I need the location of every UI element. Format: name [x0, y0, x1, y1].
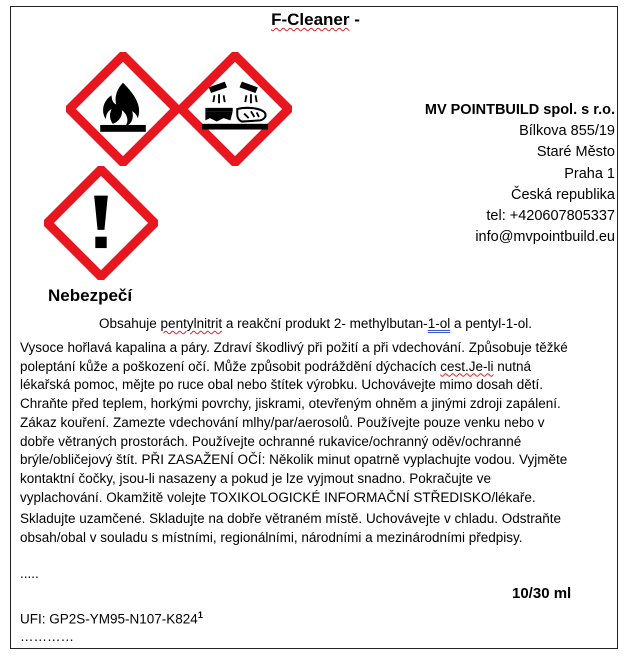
- composition-substance-1: pentylnitrit: [160, 316, 223, 331]
- composition-suffix: a pentyl-1-ol.: [450, 316, 532, 331]
- hazard-line: vyplachování. Okamžitě volejte TOXIKOLOGICKÉ INFORMAČNÍ STŘEDISKO/lékaře.: [20, 489, 536, 505]
- storage-paragraph: [20, 510, 616, 547]
- company-address: [425, 100, 615, 248]
- hazard-paragraph: [20, 339, 616, 507]
- company-country: Česká republika: [511, 186, 615, 203]
- company-phone: tel: +420607805337: [486, 208, 615, 225]
- hazard-text: [20, 339, 616, 548]
- corrosion-icon: [178, 52, 292, 166]
- company-street: Bílkova 855/19: [519, 123, 615, 140]
- hazard-line: Zákaz kouření. Zamezte vdechování mlhy/par/aerosolů. Používejte pouze venku nebo v: [20, 414, 545, 430]
- hazard-line: lékařská pomoc, mějte po ruce obal nebo štítek výrobku. Uchovávejte mimo dosah dětí.: [20, 377, 544, 393]
- hazard-line: dobře větraných prostorách. Používejte ochranné rukavice/ochranný oděv/ochranné: [20, 433, 522, 449]
- hazard-line: kontaktní čočky, jsou-li nasazeny a pokud je lze vyjmout snadno. Pokračujte ve: [20, 470, 491, 486]
- hazard-marked-word: cest.Je-li: [440, 358, 494, 374]
- flame-icon: [66, 52, 180, 166]
- company-city: Praha 1: [564, 165, 615, 182]
- placeholder-dots: .....: [20, 566, 39, 581]
- company-district: Staré Město: [536, 144, 615, 161]
- composition-middle: a reakční produkt 2- methylbutan-: [222, 316, 428, 331]
- ufi-footnote: 1: [197, 610, 203, 620]
- storage-line: Skladujte uzamčené. Skladujte na dobře větraném místě. Uchovávejte v chladu. Odstraňte: [20, 511, 562, 527]
- signal-word: Nebezpečí: [48, 286, 133, 305]
- hazard-line: Chraňte před teplem, horkými povrchy, jiskrami, otevřeným ohněm a jinými zdroji zapálení.: [20, 396, 561, 412]
- product-title-dash: -: [349, 10, 360, 29]
- exclamation-mark-icon: [44, 166, 158, 280]
- hazard-line: brýle/obličejový štít. PŘI ZASAŽENÍ OČÍ: Několik minut opatrně vyplachujte vodou. Vyjměte: [20, 452, 568, 468]
- ufi-text: UFI: GP2S-YM95-N107-K824: [20, 611, 198, 627]
- placeholder-dots-long: …………: [20, 629, 74, 644]
- company-email: info@mvpointbuild.eu: [475, 229, 615, 246]
- hazard-line-tail: nutná: [493, 358, 532, 374]
- volume-label: 10/30 ml: [512, 585, 572, 602]
- composition-line: [0, 316, 631, 331]
- company-name: MV POINTBUILD spol. s r.o.: [424, 102, 615, 118]
- ufi-code: [20, 610, 203, 627]
- storage-line: obsah/obal v souladu s místními, regionálními, národními a mezinárodními předpisy.: [20, 530, 523, 546]
- product-name: F-Cleaner: [271, 10, 350, 29]
- composition-substance-2: 1-ol: [427, 316, 451, 331]
- product-title: [0, 10, 631, 30]
- hazard-line: poleptání kůže a poškození očí. Může způsobit podráždění dýchacích: [20, 358, 441, 374]
- hazard-line: Vysoce hořlavá kapalina a páry. Zdraví škodlivý při požití a při vdechování. Způsobuje těžké: [20, 340, 568, 355]
- composition-prefix: Obsahuje: [99, 316, 161, 331]
